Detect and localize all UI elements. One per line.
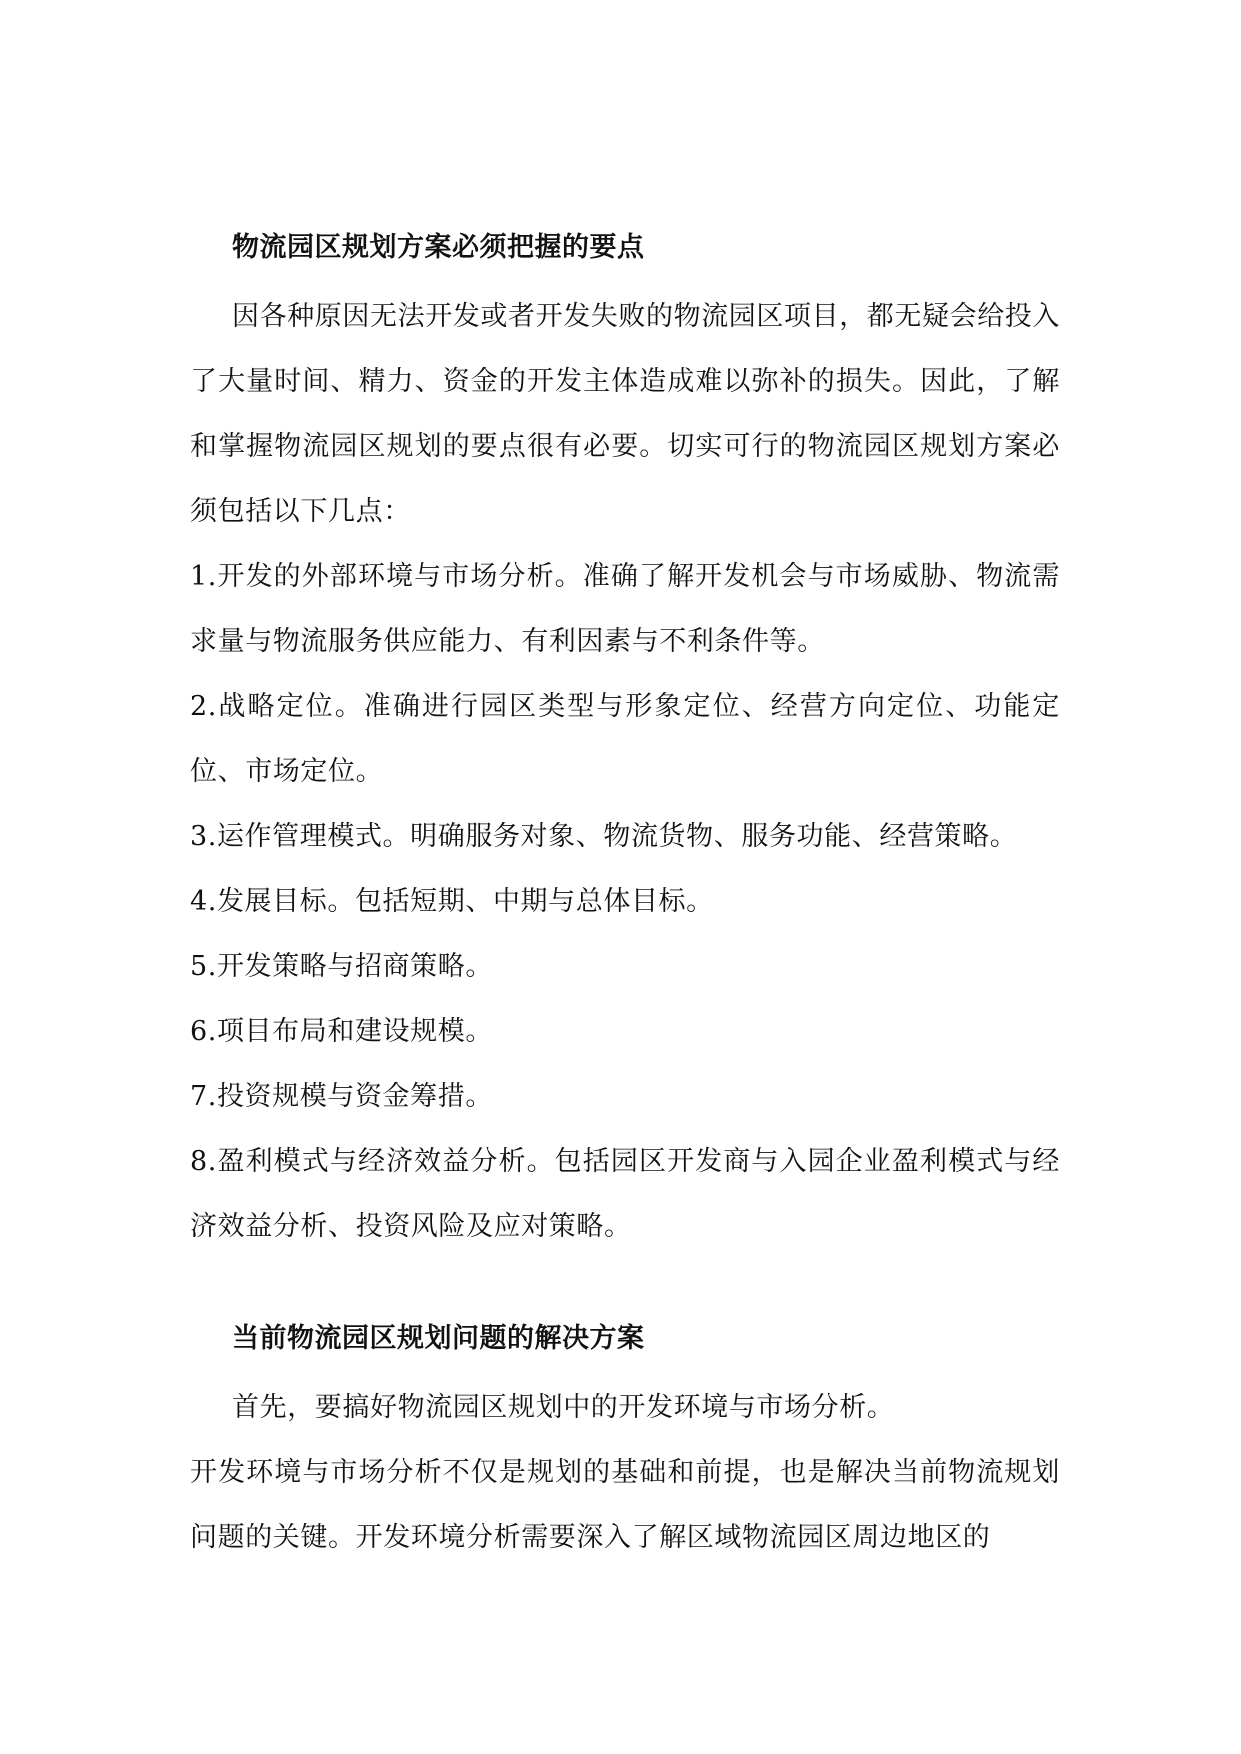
list-item: 6.项目布局和建设规模。 (190, 1016, 493, 1047)
paragraph: 首先，要搞好物流园区规划中的开发环境与市场分析。 (232, 1392, 895, 1423)
list-item: 8.盈利模式与经济效益分析。包括园区开发商与入园企业盈利模式与经济效益分析、投资风险及应对策略。 (190, 1146, 1060, 1242)
list-item: 2.战略定位。准确进行园区类型与形象定位、经营方向定位、功能定位、市场定位。 (190, 691, 1060, 787)
intro-paragraph: 因各种原因无法开发或者开发失败的物流园区项目，都无疑会给投入了大量时间、精力、资金的开发主体造成难以弥补的损失。因此，了解和掌握物流园区规划的要点很有必要。切实可行的物流园区规划方案必须包括以下几点： (190, 301, 1060, 527)
section-body (190, 1375, 1060, 1570)
section-heading: 物流园区规划方案必须把握的要点 (232, 232, 645, 263)
list-item: 3.运作管理模式。明确服务对象、物流货物、服务功能、经营策略。 (190, 821, 1018, 852)
paragraph: 开发环境与市场分析不仅是规划的基础和前提，也是解决当前物流规划问题的关键。开发环境分析需要深入了解区域物流园区周边地区的 (190, 1457, 1060, 1553)
list-item: 5.开发策略与招商策略。 (190, 951, 493, 982)
list-item: 1.开发的外部环境与市场分析。准确了解开发机会与市场威胁、物流需求量与物流服务供应能力、有利因素与不利条件等。 (190, 561, 1060, 657)
list-item: 4.发展目标。包括短期、中期与总体目标。 (190, 886, 714, 917)
section-heading: 当前物流园区规划问题的解决方案 (232, 1323, 645, 1354)
list-item: 7.投资规模与资金筹措。 (190, 1081, 493, 1112)
section-body (190, 284, 1060, 1259)
